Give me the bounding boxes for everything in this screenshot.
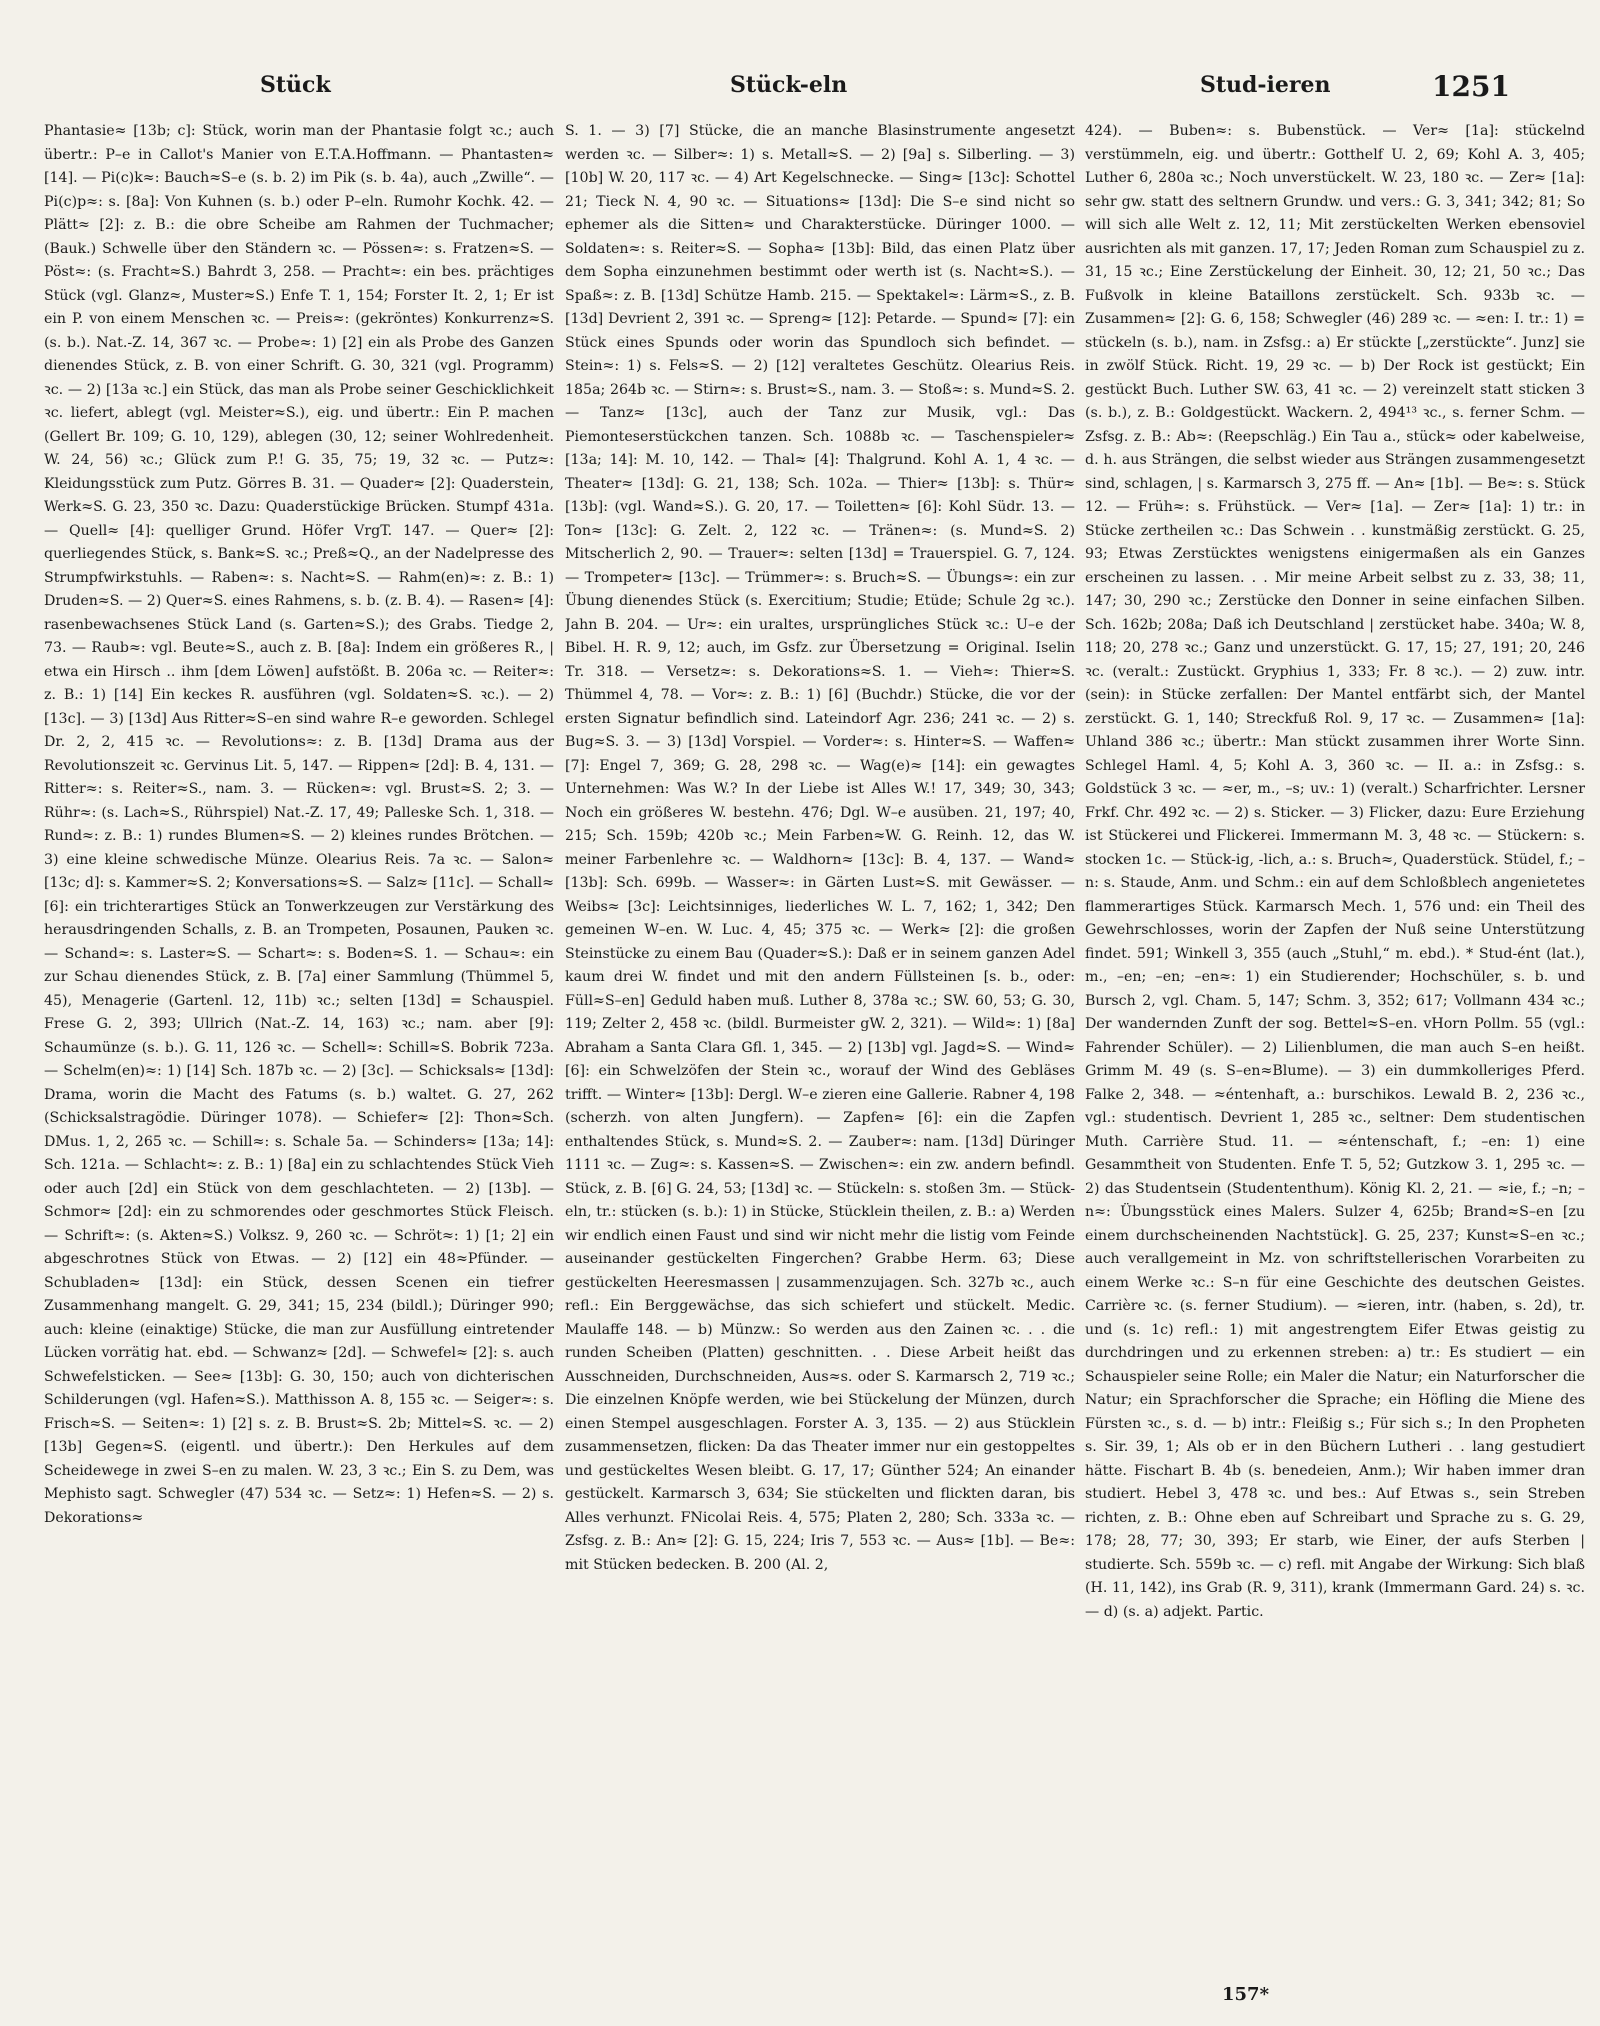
signature-mark: 157*: [1222, 1984, 1269, 2005]
text-column-1: [44, 120, 554, 1980]
text-column-3: [1085, 120, 1585, 1980]
running-head-left: Stück: [260, 72, 331, 98]
column-2-text: S. 1. — 3) [7] Stücke, die an manche Blasinstrumente angesetzt werden ꝛc. — Silber≈: 1) s. Metall≈S. — 2) [9a] s. Silberling. — 3) [10b] W. 20, 117 ꝛc. — 4) Art Kegelschnecke. — Sing≈ [13c]: Schottel 21; Tieck N. 4, 90 ꝛc. — Situations≈ [13d]: Die S–e sind nicht so ephemer als die Sitten≈ und Charakterstücke. Düringer 1000. — Soldaten≈: s. Reiter≈S. — Sopha≈ [13b]: Bild, das einen Platz über dem Sopha einzunehmen bestimmt oder werth ist (s. Nacht≈S.). — Spaß≈: z. B. [13d] Schütze Hamb. 215. — Spektakel≈: Lärm≈S., z. B. [13d] Devrient 2, 391 ꝛc. — Spreng≈ [12]: Petarde. — Spund≈ [7]: ein Stück eines Spunds oder worin das Spundloch sich befindet. — Stein≈: 1) s. Fels≈S. — 2) [12] veraltetes Geschütz. Olearius Reis. 185a; 264b ꝛc. — Stirn≈: s. Brust≈S., nam. 3. — Stoß≈: s. Mund≈S. 2. — Tanz≈ [13c], auch der Tanz zur Musik, vgl.: Das Piemonteserstückchen tanzen. Sch. 1088b ꝛc. — Taschenspieler≈ [13a; 14]: M. 10, 142. — Thal≈ [4]: Thalgrund. Kohl A. 1, 4 ꝛc. — Theater≈ [13d]: G. 21, 138; Sch. 102a. — Thier≈ [13b]: s. Thür≈ [13b]: (vgl. Wand≈S.). G. 20, 17. — Toiletten≈ [6]: Kohl Südr. 13. — Ton≈ [13c]: G. Zelt. 2, 122 ꝛc. — Tränen≈: (s. Mund≈S. 2) Mitscherlich 2, 90. — Trauer≈: selten [13d] = Trauerspiel. G. 7, 124. — Trompeter≈ [13c]. — Trümmer≈: s. Bruch≈S. — Übungs≈: ein zur Übung dienendes Stück (s. Exercitium; Studie; Etüde; Schule 2g ꝛc.). Jahn B. 204. — Ur≈: ein uraltes, ursprüngliches Stück ꝛc.: U–e der Bibel. H. R. 9, 12; auch, im Gsfz. zur Übersetzung = Original. Iselin Tr. 318. — Versetz≈: s. Dekorations≈S. 1. — Vieh≈: Thier≈S. Thümmel 4, 78. — Vor≈: z. B.: 1) [6] (Buchdr.) Stücke, die vor der ersten Signatur befindlich sind. Lateindorf Agr. 236; 241 ꝛc. — 2) s. Bug≈S. 3. — 3) [13d] Vorspiel. — Vorder≈: s. Hinter≈S. — Waffen≈ [7]: Engel 7, 369; G. 28, 298 ꝛc. — Wag(e)≈ [14]: ein gewagtes Unternehmen: Was W.? In der Liebe ist Alles W.! 17, 349; 30, 343; Noch ein größeres W. bestehn. 476; Dgl. W–e ausüben. 21, 197; 40, 215; Sch. 159b; 420b ꝛc.; Mein Farben≈W. G. Reinh. 12, das W. meiner Farbenlehre ꝛc. — Waldhorn≈ [13c]: B. 4, 137. — Wand≈ [13b]: Sch. 699b. — Wasser≈: in Gärten Lust≈S. mit Gewässer. — Weibs≈ [3c]: Leichtsinniges, liederliches W. L. 7, 162; 1, 342; Den gemeinen W–en. W. Luc. 4, 45; 375 ꝛc. — Werk≈ [2]: die großen Steinstücke zu einem Bau (Quader≈S.): Daß er in seinem ganzen Adel kaum drei W. findet und mit den andern Füllsteinen [s. b., oder: Füll≈S–en] Geduld haben muß. Luther 8, 378a ꝛc.; SW. 60, 53; G. 30, 119; Zelter 2, 458 ꝛc. (bildl. Burmeister gW. 2, 321). — Wild≈: 1) [8a] Abraham a Santa Clara Gfl. 1, 345. — 2) [13b] vgl. Jagd≈S. — Wind≈ [6]: ein Schwelzöfen der Stein ꝛc., worauf der Wind des Gebläses trifft. — Winter≈ [13b]: Dergl. W–e zieren eine Gallerie. Rabner 4, 198 (scherzh. von alten Jungfern). — Zapfen≈ [6]: ein die Zapfen enthaltendes Stück, s. Mund≈S. 2. — Zauber≈: nam. [13d] Düringer 1111 ꝛc. — Zug≈: s. Kassen≈S. — Zwischen≈: ein zw. andern befindl. Stück, z. B. [6] G. 24, 53; [13d] ꝛc. — Stückeln: s. stoßen 3m. — Stück-eln, tr.: stücken (s. b.): 1) in Stücke, Stücklein theilen, z. B.: a) Werden wir endlich einen Faust und sind wir nicht mehr die listig vom Feinde auseinander gestückelten Fingerchen? Grabbe Herm. 63; Diese gestückelten Heeresmassen | zusammenzujagen. Sch. 327b ꝛc., auch refl.: Ein Berggewächse, das sich schiefert und stückelt. Medic. Maulaffe 148. — b) Münzw.: So werden aus den Zainen ꝛc. . . die runden Scheiben (Platten) geschnitten. . . Diese Arbeit heißt das Ausschneiden, Durchschneiden, Aus≈s. oder S. Karmarsch 2, 719 ꝛc.; Die einzelnen Knöpfe werden, wie bei Stückelung der Münzen, durch einen Stempel ausgeschlagen. Forster A. 3, 135. — 2) aus Stücklein zusammensetzen, flicken: Da das Theater immer nur ein gestoppeltes und gestückeltes Wesen bleibt. G. 17, 17; Günther 524; An einander gestückelt. Karmarsch 3, 634; Sie stückelten und flickten daran, bis Alles verhunzt. FNicolai Reis. 4, 575; Platen 2, 280; Sch. 333a ꝛc. — Zsfsg. z. B.: An≈ [2]: G. 15, 224; Iris 7, 553 ꝛc. — Aus≈ [1b]. — Be≈: mit Stücken bedecken. B. 200 (Al. 2,: [565, 123, 1075, 1573]
column-1-text: Phantasie≈ [13b; c]: Stück, worin man der Phantasie folgt ꝛc.; auch übertr.: P–e in Callot's Manier von E.T.A.Hoffmann. — Phantasten≈ [14]. — Pi(c)k≈: Bauch≈S–e (s. b. 2) im Pik (s. b. 4a), auch „Zwille“. — Pi(c)p≈: s. [8a]: Von Kuhnen (s. b.) oder P–eln. Rumohr Kochk. 42. — Plätt≈ [2]: z. B.: die obre Scheibe am Rahmen der Tuchmacher; (Bauk.) Schwelle über den Ständern ꝛc. — Pössen≈: s. Fratzen≈S. — Pöst≈: (s. Fracht≈S.) Bahrdt 3, 258. — Pracht≈: ein bes. prächtiges Stück (vgl. Glanz≈, Muster≈S.) Enfe T. 1, 154; Forster It. 2, 1; Er ist ein P. von einem Menschen ꝛc. — Preis≈: (gekröntes) Konkurrenz≈S. (s. b.). Nat.-Z. 14, 367 ꝛc. — Probe≈: 1) [2] ein als Probe des Ganzen dienendes Stück, z. B. von einer Schrift. G. 30, 321 (vgl. Programm) ꝛc. — 2) [13a ꝛc.] ein Stück, das man als Probe seiner Geschicklichkeit ꝛc. liefert, ablegt (vgl. Meister≈S.), eig. und übertr.: Ein P. machen (Gellert Br. 109; G. 10, 129), ablegen (30, 12; seiner Wohlredenheit. W. 24, 56) ꝛc.; Glück zum P.! G. 35, 75; 19, 32 ꝛc. — Putz≈: Kleidungsstück zum Putz. Görres B. 31. — Quader≈ [2]: Quaderstein, Werk≈S. G. 23, 350 ꝛc. Dazu: Quaderstückige Brücken. Stumpf 431a. — Quell≈ [4]: quelliger Grund. Höfer VrgT. 147. — Quer≈ [2]: querliegendes Stück, s. Bank≈S. ꝛc.; Preß≈Q., an der Nadelpresse des Strumpfwirkstuhls. — Raben≈: s. Nacht≈S. — Rahm(en)≈: z. B.: 1) Druden≈S. — 2) Quer≈S. eines Rahmens, s. b. (z. B. 4). — Rasen≈ [4]: rasenbewachsenes Stück Land (s. Garten≈S.); des Grabs. Tiedge 2, 73. — Raub≈: vgl. Beute≈S., auch z. B. [8a]: Indem ein größeres R., | etwa ein Hirsch .. ihm [dem Löwen] aufstößt. B. 206a ꝛc. — Reiter≈: z. B.: 1) [14] Ein keckes R. ausführen (vgl. Soldaten≈S. ꝛc.). — 2) [13c]. — 3) [13d] Aus Ritter≈S–en sind wahre R–e geworden. Schlegel Dr. 2, 2, 415 ꝛc. — Revolutions≈: z. B. [13d] Drama aus der Revolutionszeit ꝛc. Gervinus Lit. 5, 147. — Rippen≈ [2d]: B. 4, 131. — Ritter≈: s. Reiter≈S., nam. 3. — Rücken≈: vgl. Brust≈S. 2; 3. — Rühr≈: (s. Lach≈S., Rührspiel) Nat.-Z. 17, 49; Palleske Sch. 1, 318. — Rund≈: z. B.: 1) rundes Blumen≈S. — 2) kleines rundes Brötchen. — 3) eine kleine schwedische Münze. Olearius Reis. 7a ꝛc. — Salon≈ [13c; d]: s. Kammer≈S. 2; Konversations≈S. — Salz≈ [11c]. — Schall≈ [6]: ein trichterartiges Stück an Tonwerkzeugen zur Verstärkung des herausdringenden Schalls, z. B. an Trompeten, Posaunen, Pauken ꝛc. — Schand≈: s. Laster≈S. — Schart≈: s. Boden≈S. 1. — Schau≈: ein zur Schau dienendes Stück, z. B. [7a] einer Sammlung (Thümmel 5, 45), Menagerie (Gartenl. 12, 11b) ꝛc.; selten [13d] = Schauspiel. Frese G. 2, 393; Ullrich (Nat.-Z. 14, 163) ꝛc.; nam. aber [9]: Schaumünze (s. b.). G. 11, 126 ꝛc. — Schell≈: Schill≈S. Bobrik 723a. — Schelm(en)≈: 1) [14] Sch. 187b ꝛc. — 2) [3c]. — Schicksals≈ [13d]: Drama, worin die Macht des Fatums (s. b.) waltet. G. 27, 262 (Schicksalstragödie. Düringer 1078). — Schiefer≈ [2]: Thon≈Sch. DMus. 1, 2, 265 ꝛc. — Schill≈: s. Schale 5a. — Schinders≈ [13a; 14]: Sch. 121a. — Schlacht≈: z. B.: 1) [8a] ein zu schlachtendes Stück Vieh oder auch [2d] ein Stück von dem geschlachteten. — 2) [13b]. — Schmor≈ [2d]: ein zu schmorendes oder geschmortes Stück Fleisch. — Schrift≈: (s. Akten≈S.) Volksz. 9, 260 ꝛc. — Schröt≈: 1) [1; 2] ein abgeschrotnes Stück von Etwas. — 2) [12] ein 48≈Pfünder. — Schubladen≈ [13d]: ein Stück, dessen Scenen ein tiefrer Zusammenhang mangelt. G. 29, 341; 15, 234 (bildl.); Düringer 990; auch: kleine (einaktige) Stücke, die man zur Ausfüllung eintretender Lücken vorrätig hat. ebd. — Schwanz≈ [2d]. — Schwefel≈ [2]: s. auch Schwefelsticken. — See≈ [13b]: G. 30, 150; auch von dichterischen Schilderungen (vgl. Hafen≈S.). Matthisson A. 8, 155 ꝛc. — Seiger≈: s. Frisch≈S. — Seiten≈: 1) [2] s. z. B. Brust≈S. 2b; Mittel≈S. ꝛc. — 2) [13b] Gegen≈S. (eigentl. und übertr.): Den Herkules auf dem Scheidewege in zwei S–en zu malen. W. 23, 3 ꝛc.; Ein S. zu Dem, was Mephisto sagt. Schwegler (47) 534 ꝛc. — Setz≈: 1) Hefen≈S. — 2) s. Dekorations≈: [44, 123, 554, 1526]
page-number: 1251: [1432, 70, 1510, 103]
column-3-text: 424). — Buben≈: s. Bubenstück. — Ver≈ [1a]: stückelnd verstümmeln, eig. und übertr.: Gotthelf U. 2, 69; Kohl A. 3, 405; Luther 6, 280a ꝛc.; Noch unverstückelt. W. 23, 180 ꝛc. — Zer≈ [1a]: sehr gw. statt des seltnern Grundw. und verѕ.: G. 3, 341; 342; 81; So will sich alle Welt z. 12, 11; Mit zerstückelten Werken ebensoviel ausrichten als mit ganzen. 17, 17; Jeden Roman zum Schauspiel zu z. 31, 15 ꝛc.; Eine Zerstückelung der Einheit. 30, 12; 21, 50 ꝛc.; Das Fußvolk in kleine Bataillons zerstückelt. Sch. 933b ꝛc. — Zusammen≈ [2]: G. 6, 158; Schwegler (46) 289 ꝛc. — ≈en: I. tr.: 1) = stückeln (s. b.), nam. in Zsfsg.: a) Er stückte [„zerstückte“. Junz] sie in zwölf Stück. Richt. 19, 29 ꝛc. — b) Der Rock ist gestückt; Ein gestückt Buch. Luther SW. 63, 41 ꝛc. — 2) vereinzelt statt sticken 3 (s. b.), z. B.: Goldgestückt. Wackern. 2, 494¹³ ꝛc., s. ferner Schm. — Zsfsg. z. B.: Ab≈: (Reepschläg.) Ein Tau a., stück≈ oder kabelweise, d. h. aus Strängen, die selbst wieder aus Strängen zusammengesetzt sind, schlagen, | s. Karmarsch 3, 275 ff. — An≈ [1b]. — Be≈: s. Stück 12. — Früh≈: s. Frühstück. — Ver≈ [1a]. — Zer≈ [1a]: 1) tr.: in Stücke zertheilen ꝛc.: Das Schwein . . kunstmäßig zerstückt. G. 25, 93; Etwas Zerstücktes wenigstens einigermaßen als ein Ganzes erscheinen zu lassen. . . Mir meine Arbeit selbst zu z. 33, 38; 11, 147; 30, 290 ꝛc.; Zerstücke den Donner in seine einfachen Silben. Sch. 162b; 208a; Daß ich Deutschland | zerstücket habe. 340a; W. 8, 118; 20, 278 ꝛc.; Ganz und unzerstückt. G. 17, 15; 27, 191; 20, 246 ꝛc. (veralt.: Zustückt. Gryphius 1, 333; Fr. 8 ꝛc.). — 2) zuw. intr. (sein): in Stücke zerfallen: Der Mantel entfärbt sich, der Mantel zerstückt. G. 1, 140; Streckfuß Rol. 9, 17 ꝛc. — Zusammen≈ [1a]: Uhland 386 ꝛc.; übertr.: Man stückt zusammen ihrer Worte Sinn. Schlegel Haml. 4, 5; Kohl A. 3, 360 ꝛc. — II. a.: in Zsfsg.: s. Goldstück 3 ꝛc. — ≈er, m., –s; uv.: 1) (veralt.) Scharfrichter. Lersner Frkf. Chr. 492 ꝛc. — 2) s. Sticker. — 3) Flicker, dazu: Eure Erziehung ist Stückerei und Flickerei. Immermann M. 3, 48 ꝛc. — Stückern: s. stocken 1c. — Stück-ig, -lich, a.: s. Bruch≈, Quaderstück. Stüdel, f.; –n: s. Staude, Anm. und Schm.: ein auf dem Schloßblech angenietetes flammerartiges Stück. Karmarsch Mech. 1, 576 und: ein Theil des Gewehrschlosses, worin der Zapfen der Nuß seine Unterstützung findet. 591; Winkell 3, 355 (auch „Stuhl,“ m. ebd.). * Stud-ént (lat.), m., –en; –en; –en≈: 1) ein Studierender; Hochschüler, s. b. und Bursch 2, vgl. Cham. 5, 147; Schm. 3, 352; 617; Vollmann 434 ꝛc.; Der wandernden Zunft der sog. Bettel≈S–en. vHorn Pollm. 55 (vgl.: Fahrender Schüler). — 2) Lilienblumen, die man auch S–en heißt. Grimm M. 49 (s. S–en≈Blume). — 3) ein dummkolleriges Pferd. Falke 2, 348. — ≈éntenhaft, a.: burschikos. Lewald B. 2, 236 ꝛc., vgl.: studentisch. Devrient 1, 285 ꝛc., seltner: Dem studentischen Muth. Carrière Stud. 11. — ≈éntenschaft, f.; –en: 1) eine Gesammtheit von Studenten. Enfe T. 5, 52; Gutzkow 3. 1, 295 ꝛc. — 2) das Studentsein (Studententhum). König Kl. 2, 21. — ≈ie, f.; –n; –n≈: Übungsstück eines Malers. Sulzer 4, 625b; Brand≈S–en [zu einem durchscheinenden Nachtstück]. G. 25, 237; Kunst≈S–en ꝛc.; auch verallgemeint in Mz. von schriftstellerischen Vorarbeiten zu einem Werke ꝛc.: S–n für eine Geschichte des deutschen Geistes. Carrière ꝛc. (s. ferner Studium). — ≈ieren, intr. (haben, s. 2d), tr. und (s. 1c) refl.: 1) mit angestrengtem Eifer Etwas geistig zu durchdringen und zu erkennen streben: a) tr.: Es studiert — ein Schauspieler seine Rolle; ein Maler die Natur; ein Naturforscher die Natur; ein Sprachforscher die Sprache; ein Höfling die Miene des Fürsten ꝛc., s. d. — b) intr.: Fleißig s.; Für sich s.; In den Propheten s. Sir. 39, 1; Als ob er in den Büchern Lutheri . . lang gestudiert hätte. Fischart B. 4b (s. benedeien, Anm.); Wir haben immer dran studiert. Hebel 3, 478 ꝛc. und bes.: Auf Etwas s., sein Streben richten, z. B.: Ohne eben auf Schreibart und Sprache zu s. G. 29, 178; 28, 77; 30, 393; Er starb, wie Einer, der aufs Sterben | studierte. Sch. 559b ꝛc. — c) refl. mit Angabe der Wirkung: Sich blaß (H. 11, 142), ins Grab (R. 9, 311), krank (Immermann Gard. 24) s. ꝛc. — d) (s. a) adjekt. Partic.: [1085, 123, 1585, 1620]
running-head-middle: Stück-eln: [730, 72, 848, 98]
text-column-2: [565, 120, 1075, 1980]
running-head-right: Stud-ieren: [1200, 72, 1331, 98]
